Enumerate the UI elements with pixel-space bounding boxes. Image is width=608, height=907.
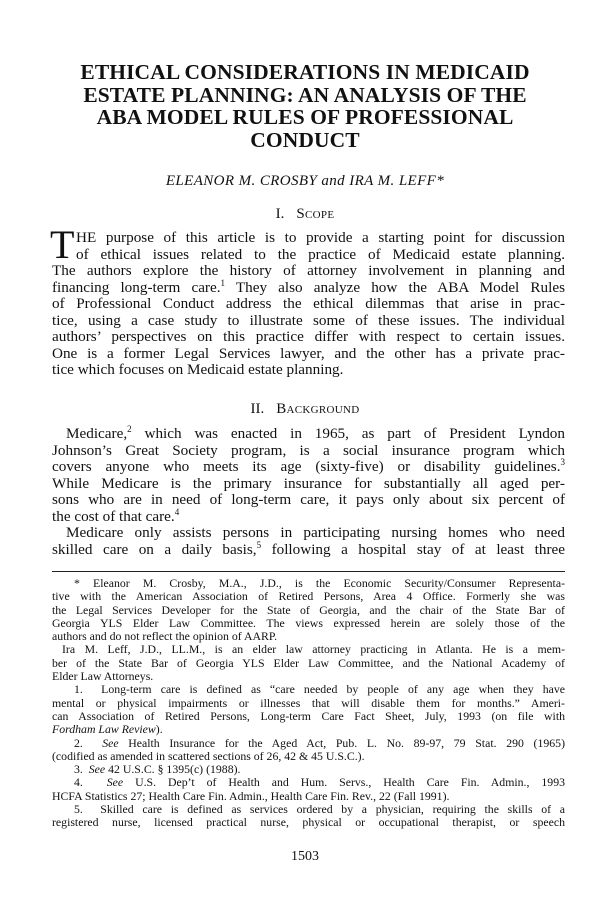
article-title (40, 61, 570, 151)
text-line: HE purpose of this article is to provide a starting point for discussion (76, 229, 565, 246)
text-line: While Medicare is the primary insurance for substantially all aged per- (52, 474, 565, 492)
background-paragraph-1 (52, 423, 565, 525)
text-segment: skilled care on a daily basis, (52, 540, 257, 558)
footnote-line: Elder Law Attorneys. (52, 669, 154, 684)
footnote-5 (52, 803, 565, 830)
article-authors: ELEANOR M. CROSBY and IRA M. LEFF* (165, 173, 445, 189)
footnote-number: 4. (74, 775, 83, 790)
footnote-line: can Association of Retired Persons, Long-term Care Fact Sheet, July, 1993 (on file with (52, 708, 565, 723)
text-segment: covers anyone who meets its age (sixty-five) or disability guidelines. (52, 458, 561, 475)
footnote-1 (52, 683, 565, 736)
text-line: of ethical issues related to the practice of Medicaid estate planning. (76, 245, 565, 263)
text-line (52, 506, 565, 526)
footnote-text: ). (155, 722, 163, 737)
footnote-line: Georgia YLS Elder Law Committee. The views expressed herein are solely those of the (52, 615, 565, 630)
text-line (52, 423, 565, 443)
footnote-ref[interactable]: 2 (127, 423, 132, 434)
footnote-text: Health Insurance for the Aged Act, Pub. L. No. 89-97, 79 Stat. 290 (1965) (118, 735, 566, 750)
footnote-number: 1. (74, 682, 83, 697)
footnote-line: registered nurse, licensed practical nurse, physical or occupational therapist, or speech (52, 815, 565, 830)
drop-cap: T (50, 222, 75, 267)
footnote-line (52, 776, 565, 789)
footnote-line (52, 763, 565, 776)
text-line: tice which focuses on Medicaid estate planning. (52, 361, 344, 378)
footnote-text: 42 U.S.C. § 1395(c) (1988). (105, 762, 241, 777)
text-line (52, 277, 565, 297)
footnote-line: the Legal Services Developer for the State of Georgia, and the chair of the State Bar of (52, 602, 565, 617)
section-heading-background (40, 400, 570, 418)
section-heading-scope (40, 205, 570, 223)
title-line: ABA MODEL RULES OF PROFESSIONAL (96, 105, 514, 129)
footnotes (52, 577, 565, 830)
text-line: Johnson’s Great Society program, is a social insurance program which (52, 441, 565, 459)
footnote-line: (codified as amended in scattered sections of 26, 42 & 45 U.S.C.). (52, 748, 365, 763)
footnote-number: 5. (74, 802, 83, 817)
footnote-ref[interactable]: 1 (220, 277, 226, 288)
text-line (52, 539, 565, 559)
section-title: Background (276, 401, 360, 417)
section-number: I. (275, 206, 285, 222)
text-line: sons who are in need of long-term care, it pays only about six percent of (52, 491, 565, 508)
footnote-line: tive with the American Association of Retired Persons, Area 4 Office. Formerly she was (52, 589, 565, 604)
section-number: II. (250, 401, 265, 417)
footnote-line: HCFA Statistics 27; Health Care Fin. Admin., Health Care Fin. Rev., 22 (Fall 1991). (52, 788, 450, 803)
text-line: authors’ perspectives on this practice differ with respect to certain issues. (52, 328, 565, 345)
footnote-line (52, 723, 565, 736)
footnote-ref[interactable]: 4 (174, 506, 180, 517)
footnote-number: 3. (74, 762, 83, 777)
scope-paragraph (50, 222, 565, 379)
title-line: ETHICAL CONSIDERATIONS IN MEDICAID (80, 60, 530, 84)
footnote-number: 2. (74, 735, 83, 750)
footnote-text: Skilled care is defined as services ordered by a physician, requiring the skills of a (100, 802, 566, 817)
citation-signal: See (102, 735, 119, 750)
citation-signal: See (106, 775, 124, 790)
section-title: Scope (296, 206, 335, 222)
footnote-italic-source: Fordham Law Review (52, 722, 156, 737)
footnote-line: * Eleanor M. Crosby, M.A., J.D., is the Economic Security/Consumer Representa- (74, 576, 565, 590)
footnote-line (52, 683, 565, 696)
title-line: CONDUCT (250, 127, 360, 152)
text-segment: Medicare, (66, 425, 128, 442)
text-line: Medicare only assists persons in participating nursing homes who need (66, 524, 565, 541)
footnote-line: mental or physical impairments or illnesses that will disable them for months.” Ameri- (52, 695, 565, 710)
footnote-ref[interactable]: 3 (560, 456, 565, 467)
text-line: of Professional Conduct address the ethical dilemmas that arise in prac- (52, 295, 565, 312)
footnote-line: ber of the State Bar of Georgia YLS Elder Law Committee, and the National Academy of (52, 655, 565, 670)
footnote-line: authors and do not reflect the opinion of AARP. (52, 629, 278, 644)
footnote-4 (52, 776, 565, 803)
footnote-text: U.S. Dep’t of Health and Hum. Servs., Health Care Fin. Admin., 1993 (123, 775, 565, 790)
text-line: tice, using a case study to illustrate some of these issues. The individual (52, 311, 565, 329)
footnote-separator (52, 571, 565, 572)
text-segment: following a hospital stay of at least three (261, 540, 565, 558)
page-number: 1503 (291, 849, 319, 864)
footnote-2 (52, 737, 565, 764)
background-paragraph-2 (52, 525, 565, 558)
footnote-line: Ira M. Leff, J.D., LL.M., is an elder law attorney practicing in Atlanta. He is a mem- (62, 642, 565, 657)
footnote-ref[interactable]: 5 (256, 539, 262, 550)
text-segment: the cost of that care. (52, 507, 175, 525)
footnote-author (52, 577, 565, 683)
text-segment: financing long-term care. (52, 278, 221, 296)
footnote-3 (52, 763, 565, 776)
footnote-text: Long-term care is defined as “care needed by people of any age when they have (101, 682, 565, 697)
title-line: ESTATE PLANNING: AN ANALYSIS OF THE (83, 82, 527, 107)
text-segment: They also analyze how the ABA Model Rules (225, 278, 565, 296)
text-segment: which was enacted in 1965, as part of President Lyndon (131, 425, 565, 442)
text-line: One is a former Legal Services lawyer, and the other has a private prac- (52, 344, 565, 362)
citation-signal: See (88, 762, 106, 777)
footnote-line (52, 803, 565, 816)
footnote-line (52, 737, 565, 750)
text-line (52, 456, 565, 476)
text-line: The authors explore the history of attorney involvement in planning and (52, 262, 565, 279)
